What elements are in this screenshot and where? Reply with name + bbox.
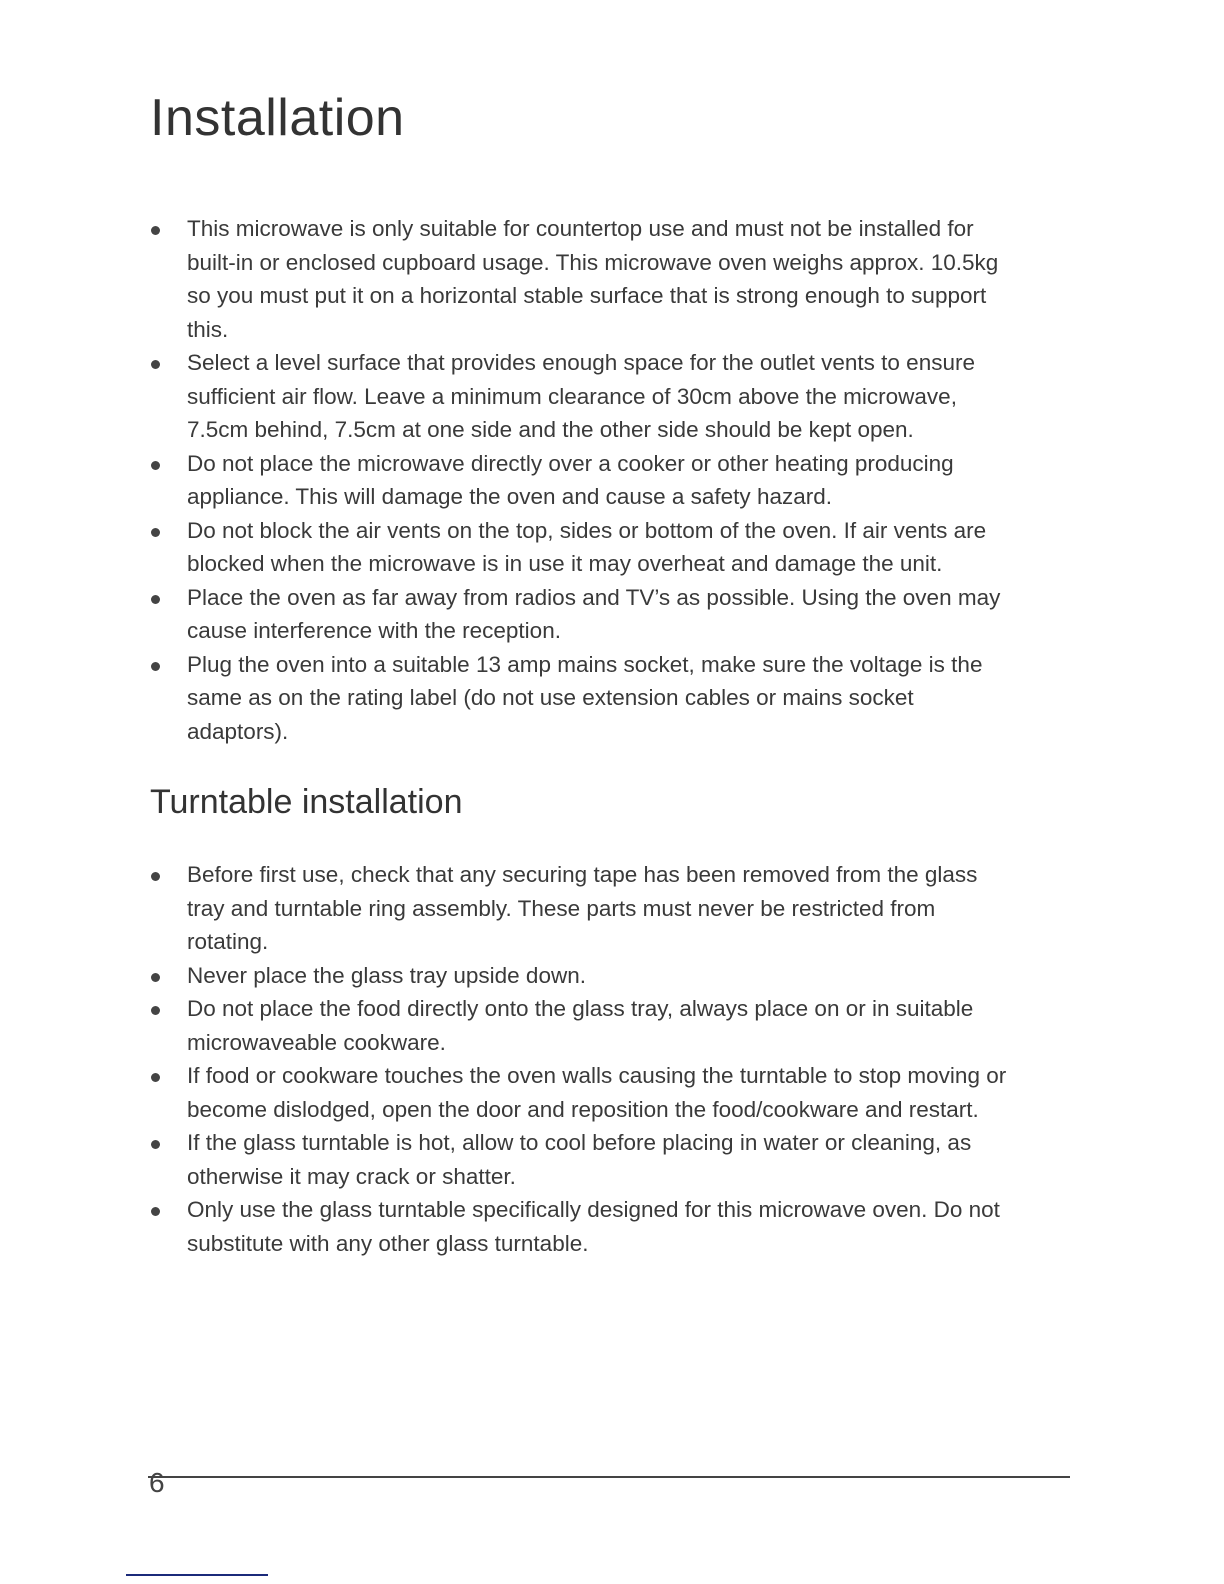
- list-item-line: Only use the glass turntable specifically designed for this microwave oven. Do not: [187, 1197, 1000, 1222]
- bullet-icon: [151, 595, 160, 604]
- list-item: [0, 346, 1000, 447]
- footer-divider: [148, 1476, 1070, 1478]
- list-item: [0, 1059, 1006, 1126]
- list-item-line: microwaveable cookware.: [187, 1029, 446, 1055]
- page-title: Installation: [150, 89, 405, 147]
- list-item-line: tray and turntable ring assembly. These parts must never be restricted from: [187, 895, 936, 921]
- list-item-line: This microwave is only suitable for countertop use and must not be installed for: [187, 216, 974, 241]
- list-item-line: blocked when the microwave is in use it may overheat and damage the unit.: [187, 551, 943, 576]
- list-item: [0, 648, 1000, 749]
- list-item: [0, 992, 1006, 1059]
- bottom-link-underline: [126, 1574, 268, 1576]
- list-item-line: otherwise it may crack or shatter.: [187, 1163, 516, 1189]
- list-item-line: If food or cookware touches the oven walls causing the turntable to stop moving or: [187, 1063, 1007, 1088]
- bullet-icon: [151, 662, 160, 671]
- bullet-icon: [151, 1207, 160, 1216]
- bullet-icon: [151, 1073, 160, 1082]
- list-item-line: sufficient air flow. Leave a minimum clearance of 30cm above the microwave,: [187, 383, 957, 409]
- list-item-line: Before first use, check that any securing tape has been removed from the glass: [187, 862, 978, 887]
- list-item: [0, 212, 1000, 346]
- list-item-line: become dislodged, open the door and reposition the food/cookware and restart.: [187, 1096, 979, 1122]
- list-item: [0, 514, 1000, 581]
- list-item-line: Do not place the microwave directly over a cooker or other heating producing: [187, 450, 954, 476]
- list-item-line: Never place the glass tray upside down.: [187, 962, 586, 988]
- list-item-line: this.: [187, 316, 229, 342]
- page-number: 6: [149, 1467, 165, 1498]
- list-item-line: Place the oven as far away from radios and TV’s as possible. Using the oven may: [187, 584, 1001, 610]
- list-item: [0, 581, 1000, 648]
- installation-list: [0, 212, 1000, 748]
- section-heading-turntable: Turntable installation: [150, 783, 463, 821]
- list-item: [0, 1126, 1006, 1193]
- list-item: [0, 858, 1006, 959]
- list-item-line: cause interference with the reception.: [187, 618, 561, 643]
- list-item-line: adaptors).: [187, 718, 289, 744]
- bullet-icon: [151, 226, 160, 235]
- list-item-line: 7.5cm behind, 7.5cm at one side and the other side should be kept open.: [187, 417, 914, 442]
- list-item-line: Select a level surface that provides enough space for the outlet vents to ensure: [187, 350, 975, 375]
- list-item-line: so you must put it on a horizontal stable surface that is strong enough to support: [187, 283, 987, 308]
- bullet-icon: [151, 1140, 160, 1149]
- list-item-line: Do not block the air vents on the top, sides or bottom of the oven. If air vents are: [187, 517, 987, 543]
- turntable-list: [0, 858, 1006, 1260]
- list-item-line: same as on the rating label (do not use extension cables or mains socket: [187, 685, 914, 710]
- list-item-line: built-in or enclosed cupboard usage. This microwave oven weighs approx. 10.5kg: [187, 249, 999, 275]
- bullet-icon: [151, 973, 160, 982]
- bullet-icon: [151, 528, 160, 537]
- list-item-line: Plug the oven into a suitable 13 amp mains socket, make sure the voltage is the: [187, 651, 983, 677]
- list-item: [0, 1193, 1006, 1260]
- list-item-line: Do not place the food directly onto the glass tray, always place on or in suitable: [187, 996, 974, 1021]
- bullet-icon: [151, 461, 160, 470]
- bullet-icon: [151, 360, 160, 369]
- list-item-line: rotating.: [187, 929, 269, 954]
- list-item: [0, 447, 1000, 514]
- list-item: [0, 959, 1006, 993]
- list-item-line: If the glass turntable is hot, allow to cool before placing in water or cleaning, as: [187, 1130, 972, 1155]
- bullet-icon: [151, 1006, 160, 1015]
- list-item-line: substitute with any other glass turntable.: [187, 1230, 589, 1256]
- list-item-line: appliance. This will damage the oven and cause a safety hazard.: [187, 484, 832, 509]
- bullet-icon: [151, 872, 160, 881]
